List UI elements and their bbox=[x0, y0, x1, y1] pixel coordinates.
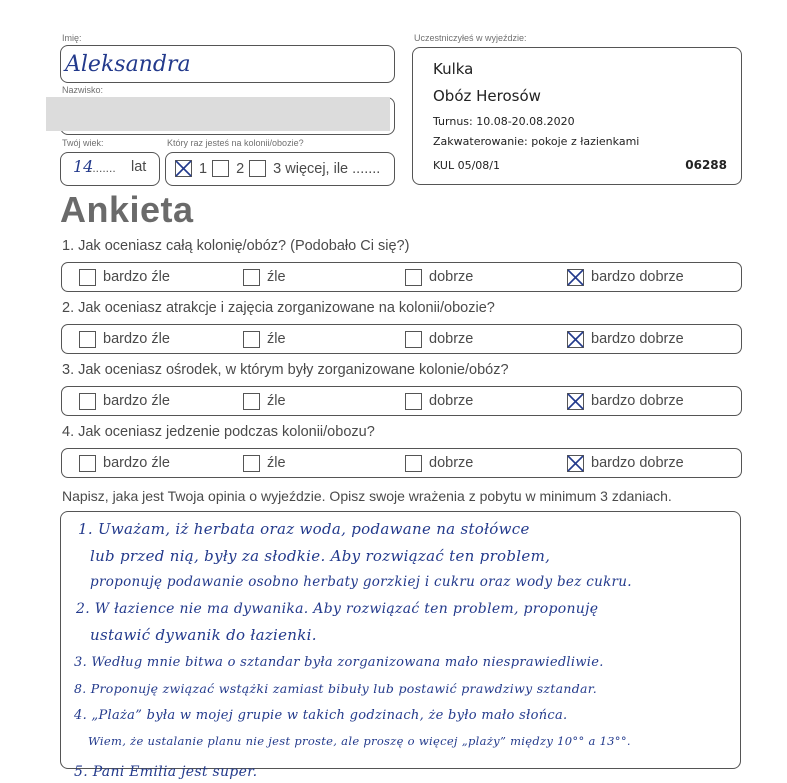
q1-checkbox-1[interactable] bbox=[79, 269, 96, 286]
card-turnus: Turnus: 10.08-20.08.2020 bbox=[433, 115, 575, 128]
opinion-line-10: 5. Pani Emilia jest super. bbox=[74, 764, 258, 780]
card-company: Kulka bbox=[433, 60, 474, 78]
participant-card bbox=[412, 47, 742, 185]
times-option-1: 1 bbox=[199, 160, 208, 177]
q4-checkbox-3[interactable] bbox=[405, 455, 422, 472]
q1-option-label-4: bardzo dobrze bbox=[591, 269, 684, 285]
card-lodging: Zakwaterowanie: pokoje z łazienkami bbox=[433, 135, 640, 148]
q2-checkbox-2[interactable] bbox=[243, 331, 260, 348]
times-option-2: 2 bbox=[236, 160, 245, 177]
q3-option-label-1: bardzo źle bbox=[103, 393, 170, 409]
opinion-line-9: Wiem, że ustalanie planu nie jest proste, ale proszę o więcej „plaży” między 10°° a 13°°. bbox=[88, 734, 631, 748]
q3-checkbox-3[interactable] bbox=[405, 393, 422, 410]
opinion-line-3: proponuję podawanie osobno herbaty gorzkiej i cukru oraz wody bez cukru. bbox=[90, 574, 632, 590]
age-value: 14 bbox=[73, 157, 94, 176]
opinion-line-2: lub przed nią, były za słodkie. Aby rozwiązać ten problem, bbox=[90, 547, 551, 565]
question-2-text: 2. Jak oceniasz atrakcje i zajęcia zorganizowane na kolonii/obozie? bbox=[62, 300, 495, 316]
times-label: Który raz jesteś na kolonii/obozie? bbox=[167, 138, 304, 148]
question-3-options bbox=[61, 386, 742, 416]
q1-option-4[interactable] bbox=[567, 267, 684, 287]
q3-option-3[interactable] bbox=[405, 391, 473, 411]
age-dots: ........ bbox=[89, 161, 116, 175]
question-2-options bbox=[61, 324, 742, 354]
q4-option-3[interactable] bbox=[405, 453, 473, 473]
opinion-line-5: ustawić dywanik do łazienki. bbox=[90, 626, 317, 644]
times-checkbox-1[interactable] bbox=[175, 160, 192, 177]
opinion-line-8: 4. „Plaża” była w mojej grupie w takich godzinach, że było mało słońca. bbox=[74, 708, 568, 723]
times-field[interactable] bbox=[165, 152, 395, 186]
opinion-line-4: 2. W łazience nie ma dywanika. Aby rozwiązać ten problem, proponuję bbox=[76, 601, 599, 617]
q4-option-label-2: źle bbox=[267, 455, 286, 471]
times-checkbox-2[interactable] bbox=[212, 160, 229, 177]
q2-option-label-1: bardzo źle bbox=[103, 331, 170, 347]
question-1-options bbox=[61, 262, 742, 292]
age-label: Twój wiek: bbox=[62, 138, 104, 148]
q4-option-label-3: dobrze bbox=[429, 455, 474, 471]
first-name-value: Aleksandra bbox=[65, 52, 191, 77]
q3-checkbox-1[interactable] bbox=[79, 393, 96, 410]
q2-option-label-2: źle bbox=[267, 331, 286, 347]
q4-option-1[interactable] bbox=[79, 453, 170, 473]
opinion-line-1: 1. Uważam, iż herbata oraz woda, podawane na stołówce bbox=[78, 520, 530, 538]
times-option-3: 3 więcej, ile ....... bbox=[273, 160, 381, 177]
q1-option-2[interactable] bbox=[243, 267, 286, 287]
q1-checkbox-2[interactable] bbox=[243, 269, 260, 286]
q1-option-1[interactable] bbox=[79, 267, 170, 287]
q3-option-label-3: dobrze bbox=[429, 393, 474, 409]
q2-checkbox-3[interactable] bbox=[405, 331, 422, 348]
q2-checkbox-4[interactable] bbox=[567, 331, 584, 348]
q1-checkbox-3[interactable] bbox=[405, 269, 422, 286]
first-name-field[interactable] bbox=[60, 45, 395, 83]
redaction-block bbox=[46, 97, 390, 131]
participant-label: Uczestniczyłeś w wyjeździe: bbox=[414, 33, 527, 43]
q2-option-4[interactable] bbox=[567, 329, 684, 349]
q1-option-label-1: bardzo źle bbox=[103, 269, 170, 285]
age-field[interactable] bbox=[60, 152, 160, 186]
q3-option-4[interactable] bbox=[567, 391, 684, 411]
opinion-line-6: 3. Według mnie bitwa o sztandar była zorganizowana mało niesprawiedliwie. bbox=[74, 655, 604, 670]
card-number: 06288 bbox=[685, 158, 727, 172]
q1-option-3[interactable] bbox=[405, 267, 473, 287]
q3-option-2[interactable] bbox=[243, 391, 286, 411]
question-1-text: 1. Jak oceniasz całą kolonię/obóz? (Podobało Ci się?) bbox=[62, 238, 410, 254]
q3-option-label-2: źle bbox=[267, 393, 286, 409]
q4-option-2[interactable] bbox=[243, 453, 286, 473]
age-unit: lat bbox=[131, 159, 147, 175]
last-name-label: Nazwisko: bbox=[62, 85, 104, 95]
q2-option-2[interactable] bbox=[243, 329, 286, 349]
opinion-line-7: 8. Proponuję związać wstążki zamiast bibuły lub postawić prawdziwy sztandar. bbox=[74, 681, 597, 696]
q3-option-label-4: bardzo dobrze bbox=[591, 393, 684, 409]
q1-option-label-2: źle bbox=[267, 269, 286, 285]
q4-checkbox-1[interactable] bbox=[79, 455, 96, 472]
question-4-text: 4. Jak oceniasz jedzenie podczas kolonii/obozu? bbox=[62, 424, 375, 440]
q3-checkbox-4[interactable] bbox=[567, 393, 584, 410]
q3-checkbox-2[interactable] bbox=[243, 393, 260, 410]
first-name-label: Imię: bbox=[62, 33, 82, 43]
q2-option-label-4: bardzo dobrze bbox=[591, 331, 684, 347]
q1-checkbox-4[interactable] bbox=[567, 269, 584, 286]
card-code: KUL 05/08/1 bbox=[433, 159, 500, 172]
question-4-options bbox=[61, 448, 742, 478]
q4-option-label-1: bardzo źle bbox=[103, 455, 170, 471]
question-3-text: 3. Jak oceniasz ośrodek, w którym były zorganizowane kolonie/obóz? bbox=[62, 362, 509, 378]
q4-option-label-4: bardzo dobrze bbox=[591, 455, 684, 471]
q3-option-1[interactable] bbox=[79, 391, 170, 411]
q2-option-3[interactable] bbox=[405, 329, 473, 349]
page-title: Ankieta bbox=[60, 189, 194, 230]
q2-option-label-3: dobrze bbox=[429, 331, 474, 347]
q2-option-1[interactable] bbox=[79, 329, 170, 349]
q2-checkbox-1[interactable] bbox=[79, 331, 96, 348]
q4-checkbox-2[interactable] bbox=[243, 455, 260, 472]
opinion-prompt: Napisz, jaka jest Twoja opinia o wyjeździe. Opisz swoje wrażenia z pobytu w minimum 3 zdaniach. bbox=[62, 488, 672, 504]
card-camp: Obóz Herosów bbox=[433, 87, 541, 105]
times-checkbox-3[interactable] bbox=[249, 160, 266, 177]
q1-option-label-3: dobrze bbox=[429, 269, 474, 285]
q4-option-4[interactable] bbox=[567, 453, 684, 473]
q4-checkbox-4[interactable] bbox=[567, 455, 584, 472]
